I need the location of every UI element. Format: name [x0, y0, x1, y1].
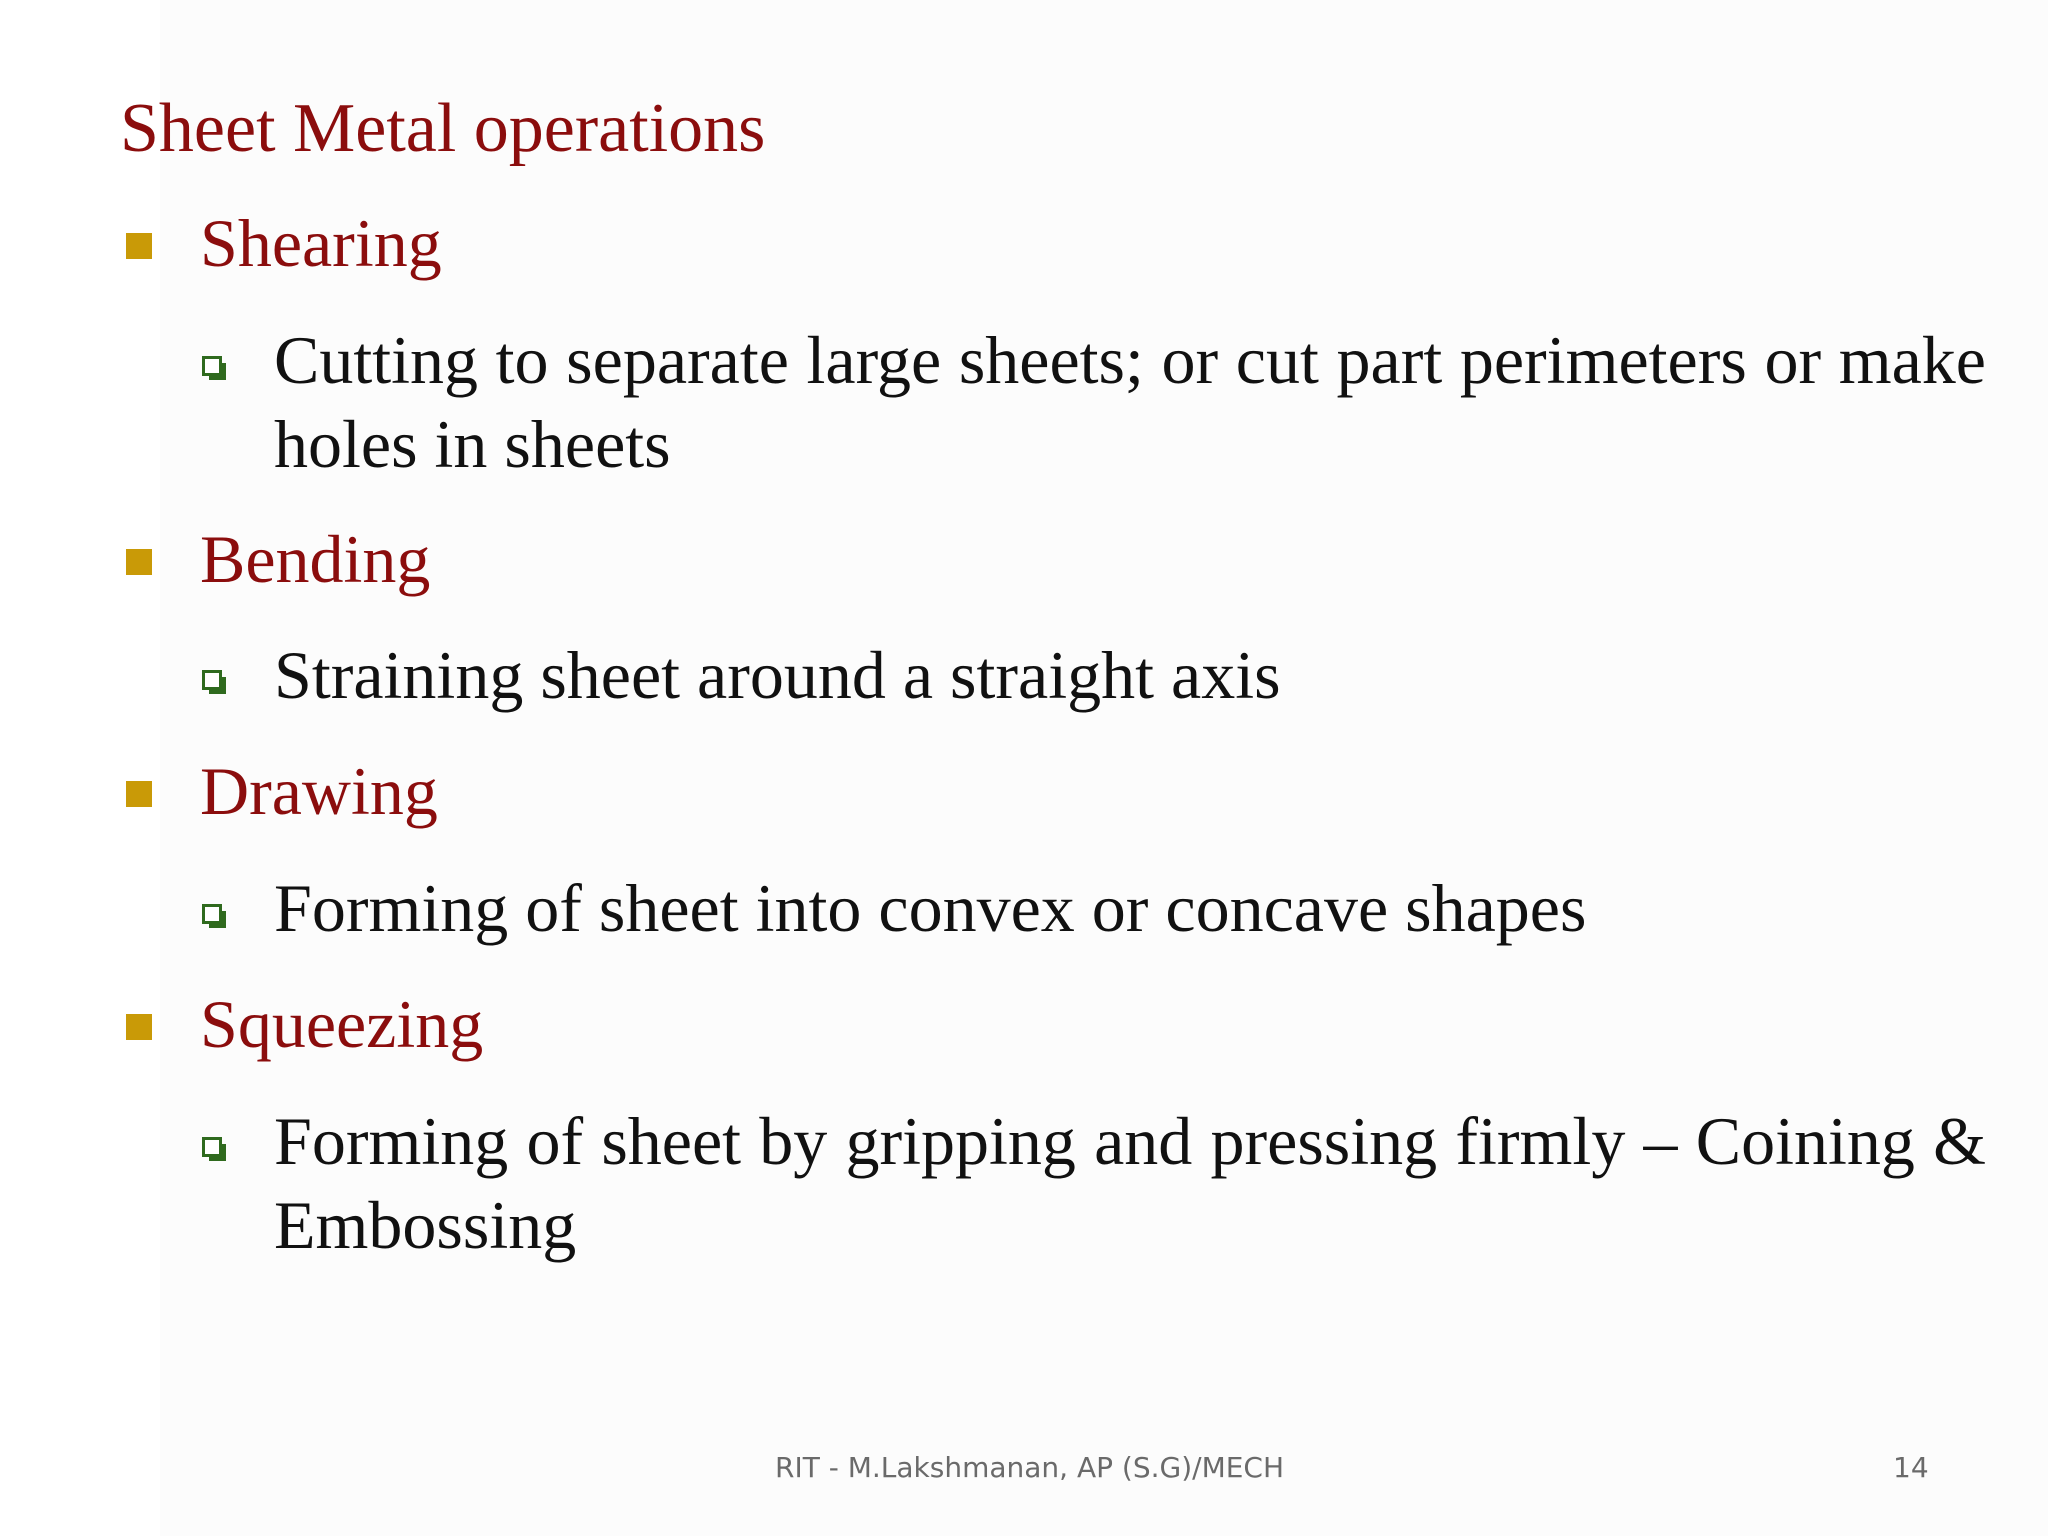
bullet-label: Shearing	[200, 205, 442, 281]
bullet-label: Squeezing	[200, 986, 484, 1062]
page-number: 14	[1893, 1451, 1929, 1484]
square-bullet-icon	[126, 1014, 152, 1040]
square-bullet-icon	[126, 233, 152, 259]
square-bullet-icon	[126, 781, 152, 807]
sub-bullet-text: Cutting to separate large sheets; or cut part perimeters or make holes in sheets	[274, 322, 1986, 482]
footer-text: RIT - M.Lakshmanan, AP (S.G)/MECH	[775, 1451, 1285, 1484]
hollow-square-bullet-icon	[202, 670, 222, 690]
hollow-square-bullet-icon	[202, 904, 222, 924]
bullet-label: Drawing	[200, 753, 438, 829]
bullet-label: Bending	[200, 521, 431, 597]
sub-bullet-text: Forming of sheet into convex or concave shapes	[274, 870, 1587, 946]
hollow-square-bullet-icon	[202, 356, 222, 376]
slide-title: Sheet Metal operations	[120, 90, 766, 167]
hollow-square-bullet-icon	[202, 1137, 222, 1157]
sub-bullet-text: Straining sheet around a straight axis	[274, 637, 1281, 713]
square-bullet-icon	[126, 549, 152, 575]
sub-bullet-text: Forming of sheet by gripping and pressing firmly – Coining & Embossing	[274, 1103, 1986, 1263]
slide-background-panel	[160, 0, 2048, 1536]
